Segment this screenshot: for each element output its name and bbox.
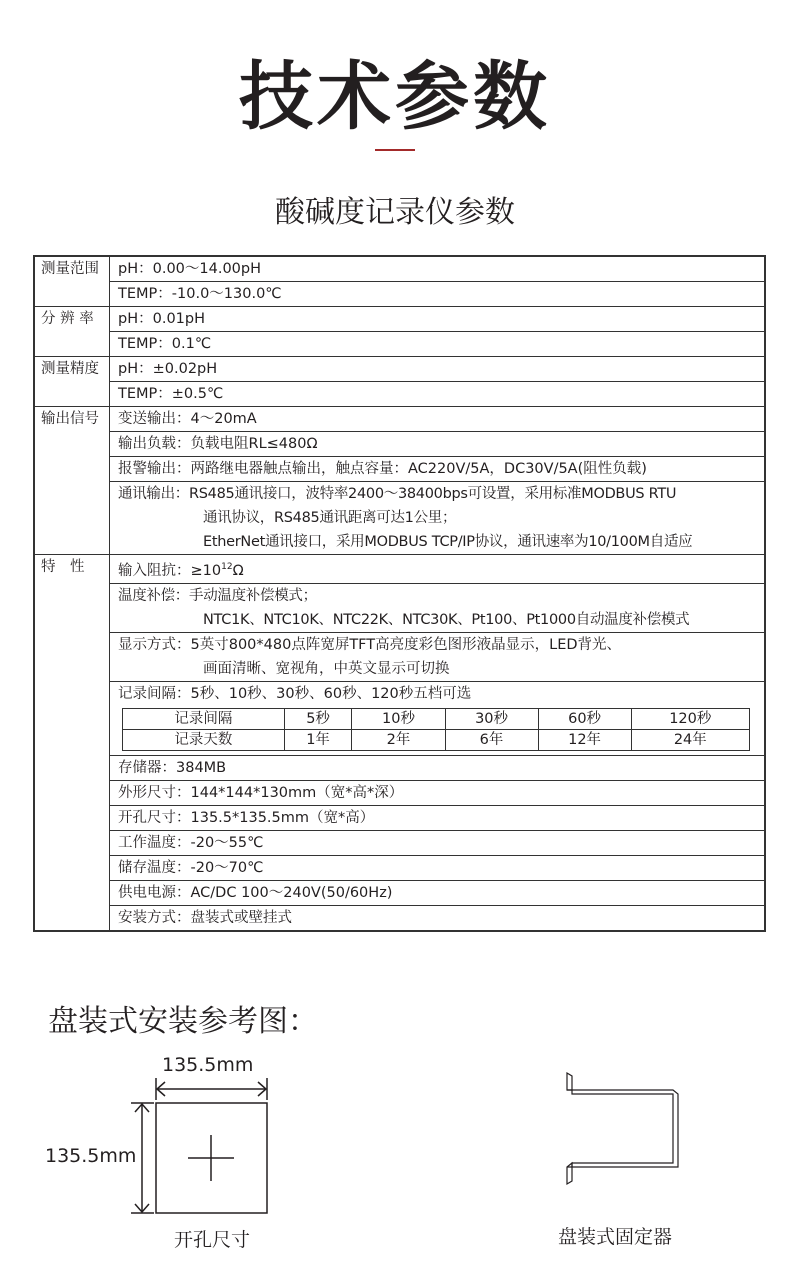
cell: 12年 [538,729,631,750]
spec-label: 分 辨 率 [34,307,110,357]
spec-line: 画面清晰、宽视角，中英文显示可切换 [203,660,450,677]
spec-value: 外形尺寸：144*144*130mm（宽*高*深） [110,780,766,805]
spec-value: 变送输出：4～20mA [110,407,766,432]
spec-label: 特 性 [34,555,110,931]
spec-value: TEMP：0.1℃ [110,332,766,357]
spec-value: 输出负载：负载电阻RL≤480Ω [110,432,766,457]
cell: 10秒 [352,708,445,729]
spec-label: 测量范围 [34,256,110,307]
cell: 24年 [631,729,749,750]
impedance-text: 输入阻抗：≥10 [118,562,222,579]
spec-value: pH：±0.02pH [110,357,766,382]
cell: 120秒 [631,708,749,729]
spec-label: 测量精度 [34,357,110,407]
bracket-caption: 盘装式固定器 [558,1226,673,1248]
spec-line: 温度补偿：手动温度补偿模式； [118,587,317,604]
spec-line: NTC1K、NTC10K、NTC22K、NTC30K、Pt100、Pt1000自动温度补偿模式 [203,611,690,628]
spec-value: 供电电源：AC/DC 100～240V(50/60Hz) [110,880,766,905]
spec-line: 通讯输出：RS485通讯接口，波特率2400～38400bps可设置，采用标准MODBUS RTU [118,486,677,502]
spec-value: 工作温度：-20～55℃ [110,830,766,855]
cell: 1年 [284,729,352,750]
spec-value: pH：0.00～14.00pH [110,256,766,282]
cell: 6年 [445,729,538,750]
spec-value: 存储器：384MB [110,755,766,780]
impedance-unit: Ω [232,562,244,579]
cell: 30秒 [445,708,538,729]
cell: 60秒 [538,708,631,729]
impedance-exponent: 12 [221,562,233,572]
spec-line: 显示方式：5英寸800*480点阵宽屏TFT高亮度彩色图形液晶显示，LED背光、 [118,636,622,653]
install-heading: 盘装式安装参考图： [48,1004,318,1039]
spec-line: 通讯协议，RS485通讯距离可达1公里； [203,510,457,526]
cell: 5秒 [284,708,352,729]
spec-line: 记录间隔：5秒、10秒、30秒、60秒、120秒五档可选 [118,685,472,702]
spec-value: 储存温度：-20～70℃ [110,855,766,880]
spec-value: 安装方式：盘装式或壁挂式 [110,905,766,931]
spec-value: 报警输出：两路继电器触点输出，触点容量：AC220V/5A，DC30V/5A(阻性负载) [110,457,766,482]
spec-value: 开孔尺寸：135.5*135.5mm（宽*高） [110,805,766,830]
page-title: 技术参数 [239,54,551,140]
bracket-icon [567,1073,678,1184]
spec-label: 输出信号 [34,407,110,555]
spec-value: TEMP：±0.5℃ [110,382,766,407]
spec-value: TEMP：-10.0～130.0℃ [110,282,766,307]
cutout-caption: 开孔尺寸 [174,1229,251,1251]
cell: 记录间隔 [123,708,285,729]
cell: 2年 [352,729,445,750]
cell: 记录天数 [123,729,285,750]
section-subtitle: 酸碱度记录仪参数 [275,195,515,230]
height-dimension: 135.5mm [45,1145,137,1167]
spec-line: EtherNet通讯接口，采用MODBUS TCP/IP协议，通讯速率为10/100M自适应 [203,534,693,550]
spec-value: pH：0.01pH [110,307,766,332]
width-dimension: 135.5mm [162,1054,254,1076]
